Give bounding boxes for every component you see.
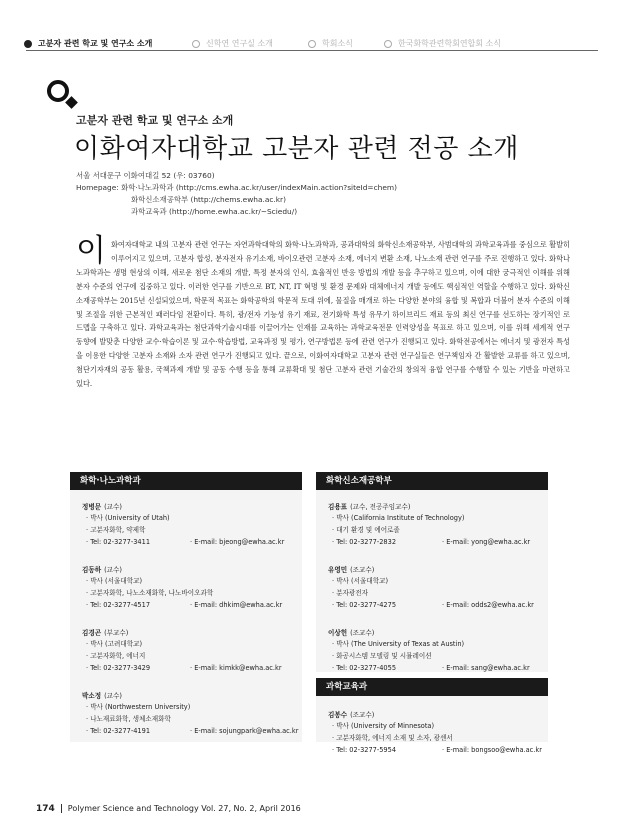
nav-dot-icon [24, 40, 32, 48]
professor-degree: · 박사 (서울대학교) [86, 577, 143, 585]
professor-degree: · 박사 (고려대학교) [86, 640, 143, 648]
professor-degree: · 박사 (Northwestern University) [86, 703, 191, 711]
professor-tel: · Tel: 02-3277-4191 [86, 727, 151, 735]
professor-email[interactable]: · E-mail: dhkim@ewha.ac.kr [190, 601, 283, 609]
professor-name: 김경곤 [82, 629, 102, 637]
professor-tel: · Tel: 02-3277-4517 [86, 601, 151, 609]
professor-name: 박소정 [82, 692, 102, 700]
professor-tel: · Tel: 02-3277-5954 [332, 746, 397, 754]
page-footer [36, 804, 301, 814]
professor-email[interactable]: · E-mail: kimkk@ewha.ac.kr [190, 664, 282, 672]
professor-card [82, 627, 290, 690]
dept-heading: 화학신소재공학부 [316, 472, 548, 490]
professor-degree: · 박사 (The University of Texas at Austin) [332, 640, 465, 648]
page-number: 174 [36, 804, 55, 814]
body-text: 화여자대학교 내의 고분자 관련 연구는 자연과학대학의 화학·나노과학과, 공과대학의 화학신소재공학부, 사범대학의 과학교육과를 중심으로 활발히 이루어지고 있으며, 고분자 합성, 분자전자 유기소재, 바이오관련 고분자 소재, 에너지 변환 소재, 나노소재 관련 연구를 주로 진행하고 있다. 화학나노과학과는 생명 현상의 이해, 새로운 첨단 소재의 개발, 특정 분자의 인식, 효율적인 반응 방법의 개발 등을 추구하고 있으며, 이에 대한 궁극적인 이해를 위해 분자 수준의 연구에 집중하고 있다. 이러한 연구를 기반으로 BT, NT, IT 혁명 및 환경 문제와 대체에너지 개발 등에도 핵심적인 역할을 수행하고 있다. 화학신소재공학부는 2015년 신설되었으며, 학문적 목표는 화학공학의 학문적 토대 위에, 물질을 매개로 하는 다양한 분야의 융합 및 복합과 더불어 분자 수준의 이해 및 조절을 위한 근본적인 패러다임 전환이다. 특히, 광/전자 기능성 유기 재료, 전기화학 특성 유무기 하이브리드 재료 등의 최신 연구를 선도하는 장기적인 로드맵을 구축하고 있다. 과학교육과는 첨단과학기술시대를 이끌어가는 인재를 교육하는 과학교육전문 인력양성을 목표로 하고 있으며, 이를 위해 세계적 연구 동향에 발맞춘 다양한 교수·학습이론 및 교수·학습방법, 교육과정 및 평가, 연구방법론 등에 관련 연구가 진행되고 있다. 화학전공에서는 에너지 및 광전자 특성을 이용한 다양한 고분자 소재와 소자 관련 연구가 진행되고 있다. 끝으로, 이화여자대학교 고분자 관련 연구실들은 연구책임자 간 활발한 교류를 하고 있으며, 첨단기자재의 공동 활용, 국책과제 개발 및 공동 수행 등을 통해 교류확대 및 첨단 고분자 관련 기술간의 창의적 융합 연구를 수행할 수 있는 기반을 마련하고 있다. [76, 240, 570, 389]
professor-rank: (조교수) [350, 629, 375, 637]
professor-email[interactable]: · E-mail: sang@ewha.ac.kr [442, 664, 530, 672]
homepage-link-sciedu[interactable]: 과학교육과 (http://home.ewha.ac.kr/~Sciedu/) [131, 207, 298, 216]
professor-rank: (조교수) [350, 711, 375, 719]
professor-name: 김봉수 [328, 711, 348, 719]
professor-email[interactable]: · E-mail: sojungpark@ewha.ac.kr [190, 727, 299, 735]
article-kicker: 고분자 관련 학교 및 연구소 소개 [76, 114, 234, 127]
contact-info [76, 170, 397, 218]
professor-name: 유영민 [328, 566, 348, 574]
professor-email[interactable]: · E-mail: bjeong@ewha.ac.kr [190, 538, 285, 546]
professor-email[interactable]: · E-mail: bongsoo@ewha.ac.kr [442, 746, 542, 754]
professor-degree: · 박사 (University of Utah) [86, 514, 170, 522]
footer-divider [61, 804, 62, 813]
professor-rank: (교수, 전공주임교수) [350, 503, 411, 511]
article-body [76, 233, 570, 391]
professor-field: · 화공시스템 모델링 및 시뮬레이션 [332, 652, 432, 660]
professor-degree: · 박사 (서울대학교) [332, 577, 389, 585]
dept-heading: 과학교육과 [316, 678, 548, 696]
drop-cap: 이 [76, 233, 106, 269]
professor-email[interactable]: · E-mail: odds2@ewha.ac.kr [442, 601, 534, 609]
professor-field: · 분자광전자 [332, 589, 369, 597]
professor-rank: (부교수) [104, 629, 129, 637]
professor-email[interactable]: · E-mail: yong@ewha.ac.kr [442, 538, 531, 546]
professor-rank: (교수) [104, 503, 122, 511]
nav-divider [26, 50, 598, 51]
professor-field: · 대기 환경 및 에어로졸 [332, 526, 400, 534]
professor-field: · 나노재료화학, 생체소재화학 [86, 715, 171, 723]
professor-tel: · Tel: 02-3277-3411 [86, 538, 151, 546]
nav-dot-icon [192, 40, 200, 48]
address: 서울 서대문구 이화여대길 52 (우: 03760) [76, 171, 215, 180]
professor-rank: (교수) [104, 692, 122, 700]
homepage-row [76, 182, 397, 194]
nav-item-news[interactable]: 학회소식 [308, 38, 353, 49]
professor-tel: · Tel: 02-3277-3429 [86, 664, 151, 672]
nav-item-labs[interactable]: 신학연 연구실 소개 [192, 38, 273, 49]
professor-field: · 고분자화학, 에너지 소재 및 소자, 광센서 [332, 734, 453, 742]
professor-tel: · Tel: 02-3277-2832 [332, 538, 397, 546]
homepage-label: Homepage: [76, 183, 119, 192]
professor-card [328, 709, 542, 755]
article-title: 이화여자대학교 고분자 관련 전공 소개 [74, 134, 519, 164]
professor-tel: · Tel: 02-3277-4275 [332, 601, 397, 609]
homepage-link-chems[interactable]: 화학신소재공학부 (http://chems.ewha.ac.kr) [131, 195, 286, 204]
nav-dot-icon [308, 40, 316, 48]
professor-card [82, 501, 290, 564]
professor-field: · 고분자화학, 약제학 [86, 526, 146, 534]
dept-box-chem [70, 472, 302, 742]
professor-tel: · Tel: 02-3277-4055 [332, 664, 397, 672]
professor-degree: · 박사 (California Institute of Technology) [332, 514, 465, 522]
dept-box-chems [316, 472, 548, 672]
professor-field: · 고분자화학, 에너지 [86, 652, 146, 660]
professor-name: 정병문 [82, 503, 102, 511]
nav-dot-icon [384, 40, 392, 48]
dept-heading: 화학·나노과학과 [70, 472, 302, 490]
ring-icon [47, 80, 69, 102]
nav-item-federation[interactable]: 한국화학관련학회연합회 소식 [384, 38, 501, 49]
professor-name: 김용표 [328, 503, 348, 511]
professor-degree: · 박사 (University of Minnesota) [332, 722, 435, 730]
professor-card [328, 564, 536, 627]
professor-name: 이상헌 [328, 629, 348, 637]
professor-card [328, 501, 536, 564]
ring-tail-icon [65, 96, 78, 109]
professor-field: · 고분자화학, 나노소재화학, 나노바이오과학 [86, 589, 214, 597]
professor-rank: (교수) [104, 566, 122, 574]
homepage-link-chem[interactable]: 화학·나노과학과 (http://cms.ewha.ac.kr/user/indexMain.action?siteId=chem) [121, 183, 397, 192]
journal-info: Polymer Science and Technology Vol. 27, No. 2, April 2016 [67, 804, 301, 813]
professor-rank: (조교수) [350, 566, 375, 574]
section-nav [24, 38, 598, 54]
professor-card [82, 690, 299, 750]
nav-item-schools[interactable]: 고분자 관련 학교 및 연구소 소개 [24, 38, 152, 49]
professor-card [82, 564, 290, 627]
professor-name: 김동하 [82, 566, 102, 574]
professor-card [328, 627, 536, 677]
